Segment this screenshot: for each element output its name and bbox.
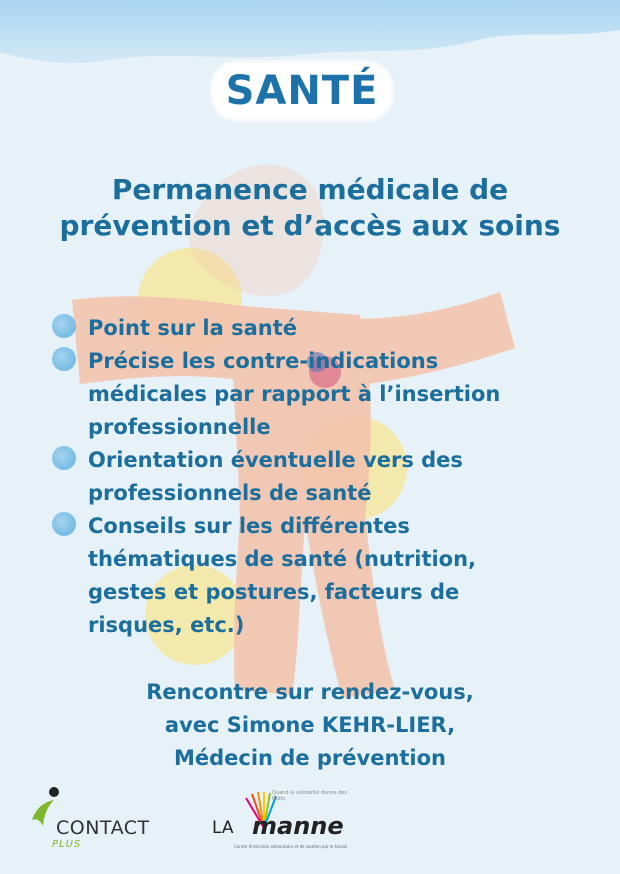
closing-text — [20, 676, 600, 775]
list-item — [52, 312, 582, 345]
bullet-line: Conseils sur les différentes — [88, 514, 410, 538]
bullet-line: Point sur la santé — [88, 316, 298, 340]
plus-word: PLUS — [52, 839, 82, 850]
manne-subtitle: Centre d'entraide alimentaire et de soutien par le travail — [234, 844, 348, 849]
bullet-dot-icon — [52, 512, 76, 536]
headline — [20, 172, 600, 244]
bullet-list — [52, 312, 582, 642]
bullet-dot-icon — [52, 314, 76, 338]
bullet-line: professionnelle — [88, 415, 271, 439]
list-item — [52, 444, 582, 510]
manne-tagline: Quand la solidarité donne des fruits — [272, 790, 347, 802]
headline-line: Permanence médicale de — [111, 173, 509, 206]
headline-line: prévention et d’accès aux soins — [59, 209, 561, 242]
la-word: LA — [212, 818, 234, 838]
bullet-line: Précise les contre-indications — [88, 349, 439, 373]
list-item — [52, 510, 582, 642]
bullet-line: Orientation éventuelle vers des — [88, 448, 463, 472]
bullet-dot-icon — [52, 347, 76, 371]
bullet-dot-icon — [52, 446, 76, 470]
contact-word: CONTACT — [56, 817, 150, 839]
closing-line: Rencontre sur rendez-vous, — [146, 680, 474, 704]
list-item — [52, 345, 582, 444]
closing-line: avec Simone KEHR-LIER, — [164, 713, 456, 737]
closing-line: Médecin de prévention — [173, 746, 447, 770]
page-title: SANTÉ — [225, 68, 379, 114]
la-manne-logo — [212, 790, 362, 860]
bullet-line: thématiques de santé (nutrition, — [88, 547, 477, 571]
bullet-line: professionnels de santé — [88, 481, 372, 505]
bullet-line: gestes et postures, facteurs de — [88, 580, 460, 604]
bullet-line: médicales par rapport à l’insertion — [88, 382, 501, 406]
bullet-line: risques, etc.) — [88, 613, 245, 637]
contact-plus-logo — [30, 786, 180, 854]
manne-word: manne — [252, 812, 344, 840]
